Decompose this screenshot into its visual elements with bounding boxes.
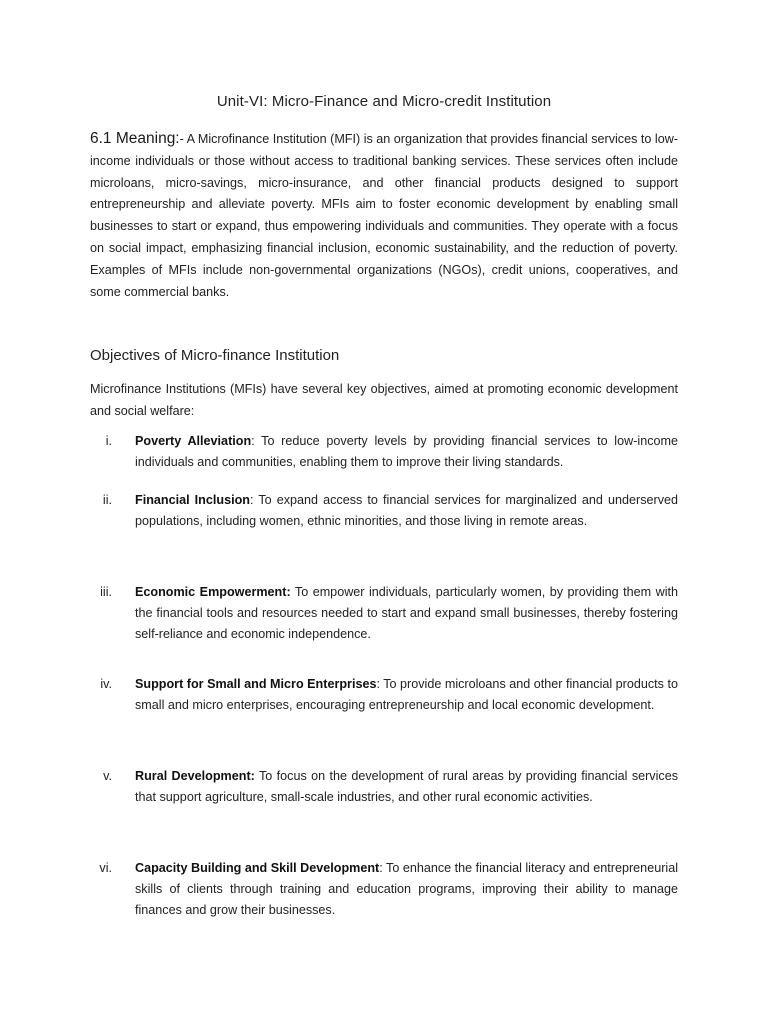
objective-term: Capacity Building and Skill Development: [135, 861, 380, 875]
objective-number: iv.: [100, 677, 112, 691]
objective-number: ii.: [102, 493, 112, 507]
objective-number: iii.: [100, 585, 112, 599]
objective-text-block: [135, 766, 678, 808]
objective-description: : To expand access to financial services for marginalized and underserved populations, including women, ethnic minorities, and those living in remote areas.: [135, 493, 678, 528]
objectives-heading: Objectives of Micro-finance Institution: [90, 347, 340, 364]
objective-description: : To provide microloans and other financial products to small and micro enterprises, encouraging entrepreneurship and local economic development.: [135, 677, 678, 712]
objectives-intro: Microfinance Institutions (MFIs) have several key objectives, aimed at promoting economic development and social welfare:: [90, 382, 678, 418]
objective-number: vi.: [99, 861, 112, 875]
objective-number: i.: [105, 434, 112, 448]
objective-term: Poverty Alleviation: [135, 434, 252, 448]
objective-number: v.: [103, 769, 112, 783]
objective-term: Financial Inclusion: [135, 493, 250, 507]
document-title: Unit-VI: Micro-Finance and Micro-credit Institution: [216, 93, 552, 110]
objective-term: Rural Development:: [135, 769, 255, 783]
meaning-text: - A Microfinance Institution (MFI) is an organization that provides financial services to low-income individuals or those without access to traditional banking services. These services often include microloans, micro-savings, micro-insurance, and other financial products designed to support entrepreneurship and alleviate poverty. MFIs aim to foster economic development by enabling small businesses to start or expand, thus empowering individuals and communities. They operate with a focus on social impact, emphasizing financial inclusion, economic sustainability, and the reduction of poverty. Examples of MFIs include non-governmental organizations (NGOs), credit unions, cooperatives, and some commercial banks.: [90, 132, 678, 299]
objective-text-block: [135, 431, 678, 473]
meaning-heading: 6.1 Meaning:: [90, 130, 180, 147]
objective-description: To empower individuals, particularly women, by providing them with the financial tools and resources needed to start and expand small businesses, thereby fostering self-reliance and economic independence.: [135, 585, 678, 641]
objective-text-block: [135, 490, 678, 532]
meaning-paragraph: [90, 128, 678, 303]
objective-term: Support for Small and Micro Enterprises: [135, 677, 377, 691]
objective-description: : To enhance the financial literacy and entrepreneurial skills of clients through training and education programs, improving their ability to manage finances and grow their businesses.: [135, 861, 678, 917]
objective-description: : To reduce poverty levels by providing financial services to low-income individuals and communities, enabling them to improve their living standards.: [135, 434, 678, 469]
objective-term: Economic Empowerment:: [135, 585, 291, 599]
objective-text-block: [135, 858, 678, 921]
objective-text-block: [135, 582, 678, 645]
objective-text-block: [135, 674, 678, 716]
objective-description: To focus on the development of rural areas by providing financial services that support agriculture, small-scale industries, and other rural economic activities.: [135, 769, 679, 804]
